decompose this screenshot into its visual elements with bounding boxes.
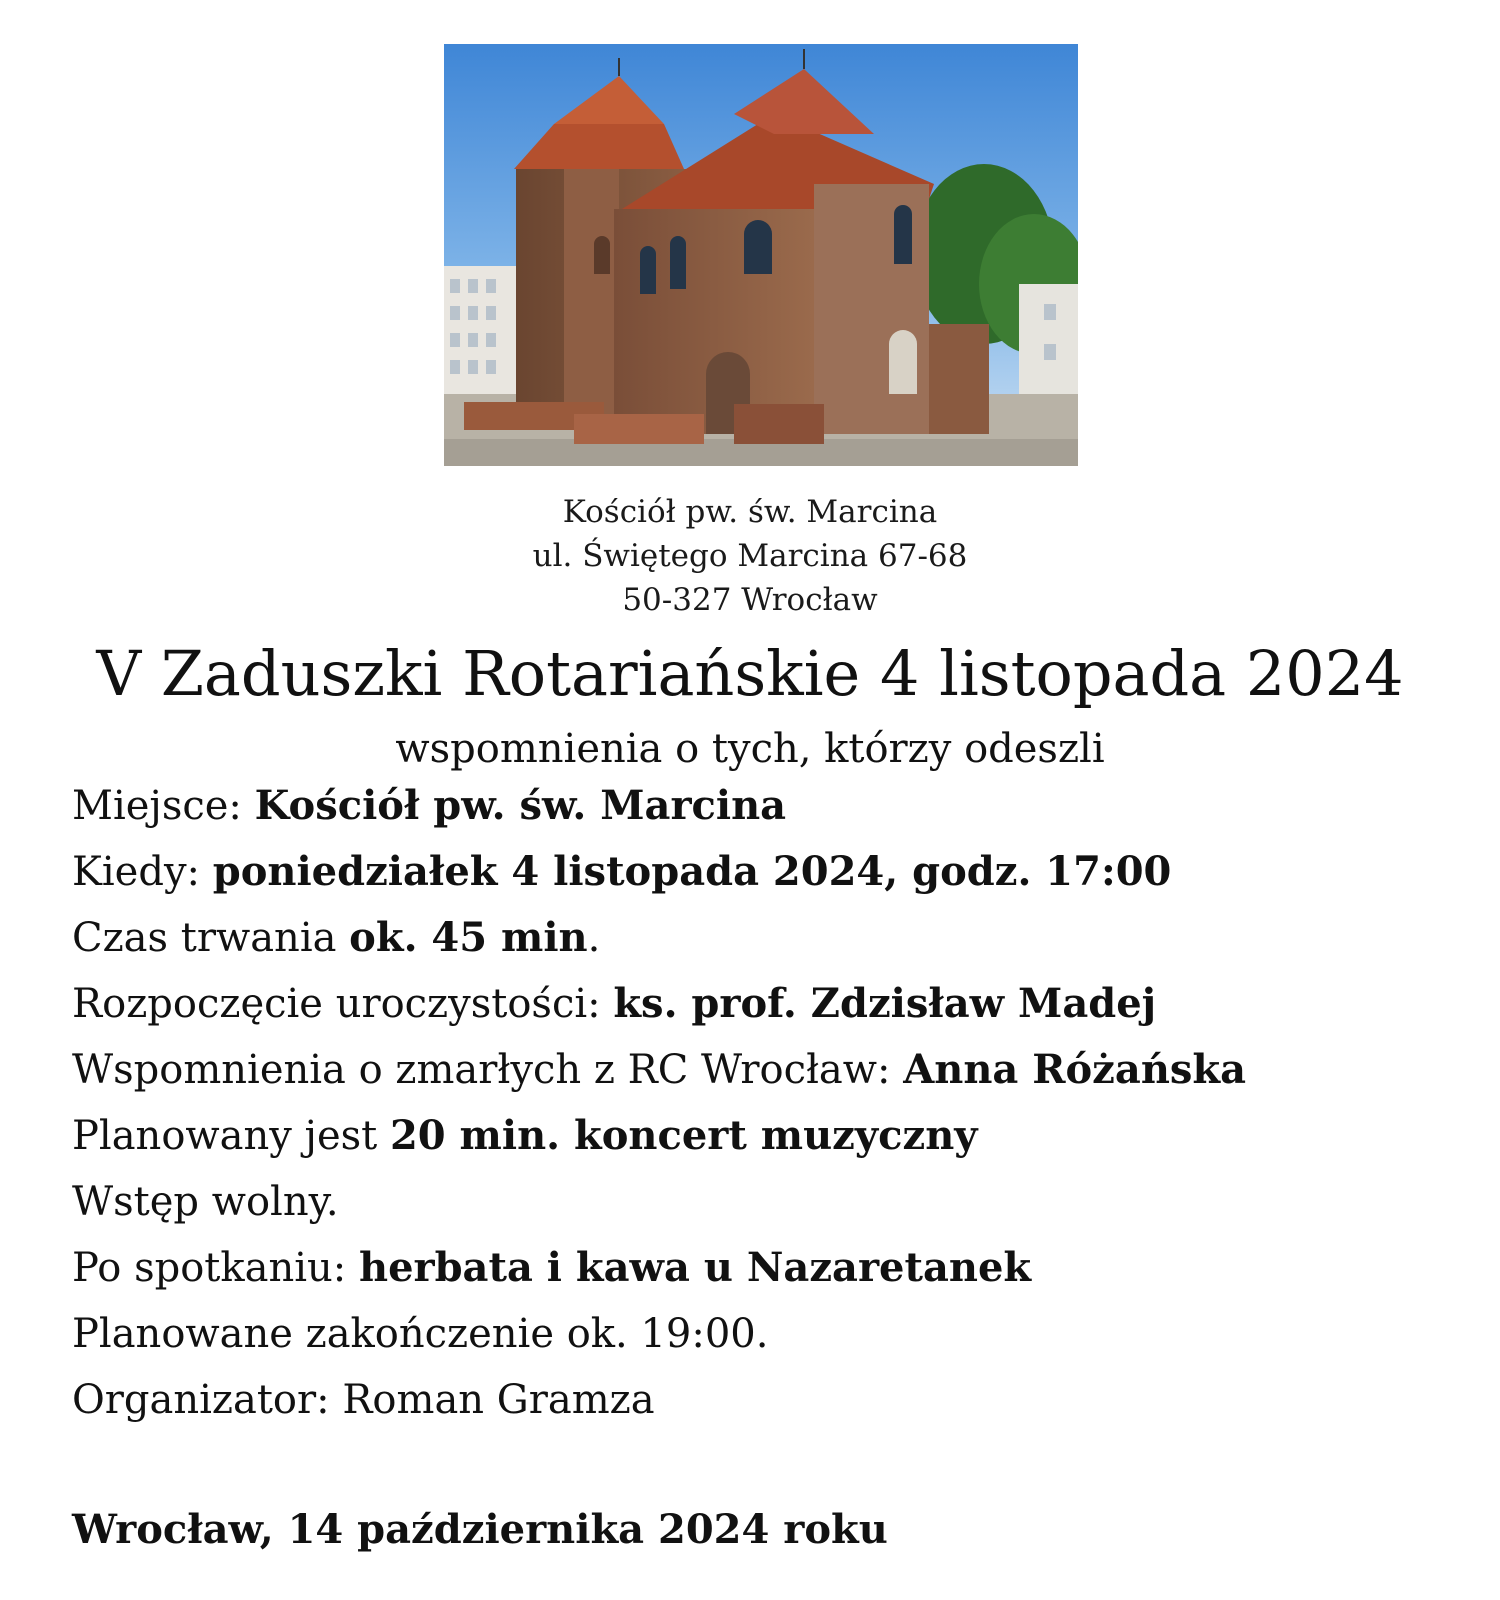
detail-admission <box>72 1176 339 1228</box>
date-signature: Wrocław, 14 października 2024 roku <box>72 1506 888 1553</box>
church-city-caption: 50-327 Wrocław <box>622 582 878 618</box>
detail-organizer <box>72 1374 655 1426</box>
detail-place <box>72 780 786 832</box>
detail-label: Wspomnienia o zmarłych z RC Wrocław: <box>72 1047 904 1093</box>
detail-concert <box>72 1110 978 1162</box>
detail-value: ok. 45 min <box>349 914 588 961</box>
church-name-caption: Kościół pw. św. Marcina <box>562 494 938 530</box>
detail-value: 20 min. koncert muzyczny <box>389 1112 978 1159</box>
detail-value: Kościół pw. św. Marcina <box>254 782 787 829</box>
church-street-caption: ul. Świętego Marcina 67-68 <box>532 538 968 574</box>
event-title: V Zaduszki Rotariańskie 4 listopada 2024 <box>96 637 1404 710</box>
detail-memories <box>72 1044 1246 1096</box>
detail-label: Po spotkaniu: <box>72 1245 359 1291</box>
detail-suffix: . <box>587 915 601 961</box>
church-photo <box>444 44 1078 466</box>
detail-value: poniedziałek 4 listopada 2024, godz. 17:00 <box>212 848 1172 895</box>
detail-label: Miejsce: <box>72 783 255 829</box>
detail-label: Wstęp wolny. <box>72 1179 339 1225</box>
detail-label: Czas trwania <box>72 915 350 961</box>
detail-value: Anna Różańska <box>903 1046 1247 1093</box>
detail-end-time <box>72 1308 768 1360</box>
detail-value: ks. prof. Zdzisław Madej <box>613 980 1157 1027</box>
detail-label: Planowany jest <box>72 1113 390 1159</box>
detail-duration <box>72 912 600 964</box>
detail-label: Rozpoczęcie uroczystości: <box>72 981 614 1027</box>
detail-when <box>72 846 1171 898</box>
detail-label: Planowane zakończenie ok. 19:00. <box>72 1311 769 1357</box>
detail-value: herbata i kawa u Nazaretanek <box>358 1244 1032 1291</box>
detail-after-meeting <box>72 1242 1031 1294</box>
detail-label: Kiedy: <box>72 849 213 895</box>
event-subtitle: wspomnienia o tych, którzy odeszli <box>395 726 1105 772</box>
detail-label: Organizator: Roman Gramza <box>72 1377 655 1423</box>
detail-opening <box>72 978 1156 1030</box>
